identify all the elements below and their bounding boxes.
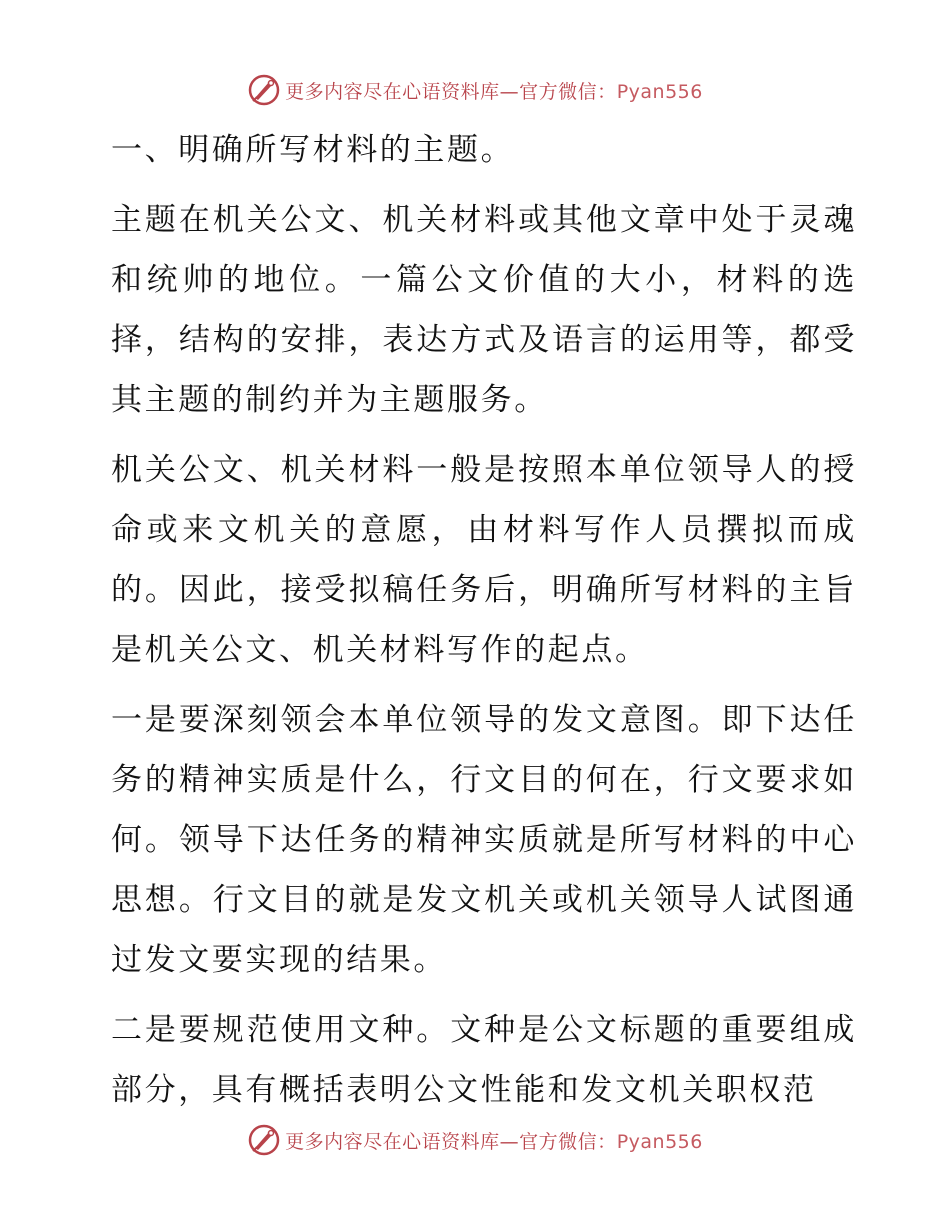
- watermark-separator: —: [499, 1130, 520, 1153]
- watermark-site: 更多内容尽在心语资料库: [285, 80, 500, 103]
- watermark-text: [285, 77, 703, 104]
- watermark-header: [0, 70, 950, 110]
- watermark-text: [285, 1127, 703, 1154]
- paragraph-3: 一是要深刻领会本单位领导的发文意图。即下达任务的精神实质是什么，行文目的何在，行文要求如何。领导下达任务的精神实质就是所写材料的中心思想。行文目的就是发文机关或机关领导人试图通过发文要实现的结果。: [111, 702, 857, 978]
- watermark-wechat-label: 官方微信：: [519, 80, 617, 103]
- paragraph-1: 主题在机关公文、机关材料或其他文章中处于灵魂和统帅的地位。一篇公文价值的大小，材料的选择，结构的安排，表达方式及语言的运用等，都受其主题的制约并为主题服务。: [111, 202, 857, 418]
- watermark-site: 更多内容尽在心语资料库: [285, 1130, 500, 1153]
- document-body: [97, 120, 857, 1120]
- watermark-footer: [0, 1120, 950, 1160]
- section-heading: 一、明确所写材料的主题。: [111, 132, 515, 168]
- watermark-wechat-label: 官方微信：: [519, 1130, 617, 1153]
- quill-logo-icon: [247, 73, 281, 107]
- paragraph-4: 二是要规范使用文种。文种是公文标题的重要组成部分，具有概括表明公文性能和发文机关职权范: [111, 1012, 857, 1108]
- quill-logo-icon: [247, 1123, 281, 1157]
- watermark-wechat-id: Pyan556: [616, 80, 703, 103]
- watermark-separator: —: [499, 80, 520, 103]
- watermark-wechat-id: Pyan556: [616, 1130, 703, 1153]
- paragraph-2: 机关公文、机关材料一般是按照本单位领导人的授命或来文机关的意愿，由材料写作人员撰拟而成的。因此，接受拟稿任务后，明确所写材料的主旨是机关公文、机关材料写作的起点。: [111, 452, 857, 668]
